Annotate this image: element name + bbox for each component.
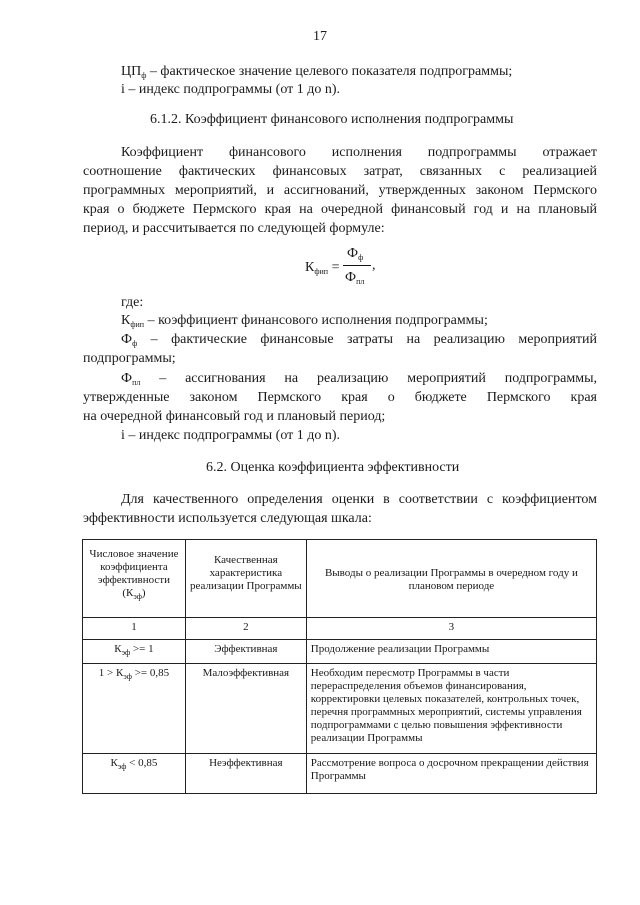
table-number-row xyxy=(83,618,597,640)
paragraph-line: программных мероприятий, и ассигнований, утвержденных законом Пермского xyxy=(83,183,597,198)
column-number: 3 xyxy=(306,618,596,640)
paragraph-line: эффективности используется следующая шкала: xyxy=(83,511,372,526)
paragraph-line: соотношение фактических финансовых затрат, связанных с реализацией xyxy=(83,164,597,179)
paragraph-line: период, и рассчитывается по следующей формуле: xyxy=(83,221,385,236)
section-heading-financial: 6.1.2. Коэффициент финансового исполнения подпрограммы xyxy=(150,112,514,127)
value-cell: $К_{эф} >= 1$ xyxy=(83,640,186,664)
conclusion-cell: Продолжение реализации Программы xyxy=(306,640,596,664)
table-row xyxy=(83,640,597,664)
header-cell: Качественная характеристика реализации Программы xyxy=(185,540,306,618)
definition-fpl-cont: утвержденные законом Пермского края о бюджете Пермского края xyxy=(83,390,597,405)
formula-lhs: $К_{фип}$ = xyxy=(305,260,340,276)
definition-ff-cont: подпрограммы; xyxy=(83,351,176,366)
header-cell: Выводы о реализации Программы в очередном году и плановом периоде xyxy=(306,540,596,618)
definition-ff: $Ф_ф$ – фактические финансовые затраты на реализацию мероприятий xyxy=(121,332,597,348)
definition-index: i – индекс подпрограммы (от 1 до n). xyxy=(121,82,341,97)
conclusion-cell: Рассмотрение вопроса о досрочном прекращении действия Программы xyxy=(306,754,596,794)
paragraph-line: Для качественного определения оценки в соответствии с коэффициентом xyxy=(121,492,597,507)
column-number: 2 xyxy=(185,618,306,640)
section-heading-efficiency: 6.2. Оценка коэффициента эффективности xyxy=(206,460,460,475)
definition-fpl-cont: на очередной финансовый год и плановый период; xyxy=(83,409,386,424)
quality-cell: Малоэффективная xyxy=(185,664,306,754)
where-label: где: xyxy=(121,295,144,310)
paragraph-line: Коэффициент финансового исполнения подпрограммы отражает xyxy=(121,145,597,160)
conclusion-cell: Необходим пересмотр Программы в части перераспределения объемов финансирования, корректировки целевых показателей, контрольных точек, перечня программных мероприятий, системы управления подпрограммами с целью повышения эффективности реализации Программы xyxy=(306,664,596,754)
formula-numerator: $Ф_ф$ xyxy=(347,246,364,262)
fraction-bar xyxy=(343,265,371,266)
efficiency-scale-table xyxy=(82,539,597,794)
definition-cp: $ЦП_ф$ – фактическое значение целевого показателя подпрограммы; xyxy=(121,64,513,80)
page-number: 17 xyxy=(313,29,327,44)
header-cell: Числовое значение коэффициента эффективности $(К_{эф})$ xyxy=(83,540,186,618)
table-header-row xyxy=(83,540,597,618)
formula-comma: , xyxy=(372,258,376,273)
formula-denominator: $Ф_{пл}$ xyxy=(345,270,365,286)
definition-fpl: $Ф_{пл}$ – ассигнования на реализацию мероприятий подпрограммы, xyxy=(121,371,597,387)
paragraph-line: края о бюджете Пермского края на очередной финансовый год и на плановый xyxy=(83,202,597,217)
quality-cell: Неэффективная xyxy=(185,754,306,794)
quality-cell: Эффективная xyxy=(185,640,306,664)
definition-index: i – индекс подпрограммы (от 1 до n). xyxy=(121,428,341,443)
column-number: 1 xyxy=(83,618,186,640)
table-row xyxy=(83,754,597,794)
definition-kfip: $К_{фип}$ – коэффициент финансового исполнения подпрограммы; xyxy=(121,313,488,329)
table-row xyxy=(83,664,597,754)
value-cell: $1 > К_{эф} >= 0,85$ xyxy=(83,664,186,754)
value-cell: $К_{эф} < 0,85$ xyxy=(83,754,186,794)
